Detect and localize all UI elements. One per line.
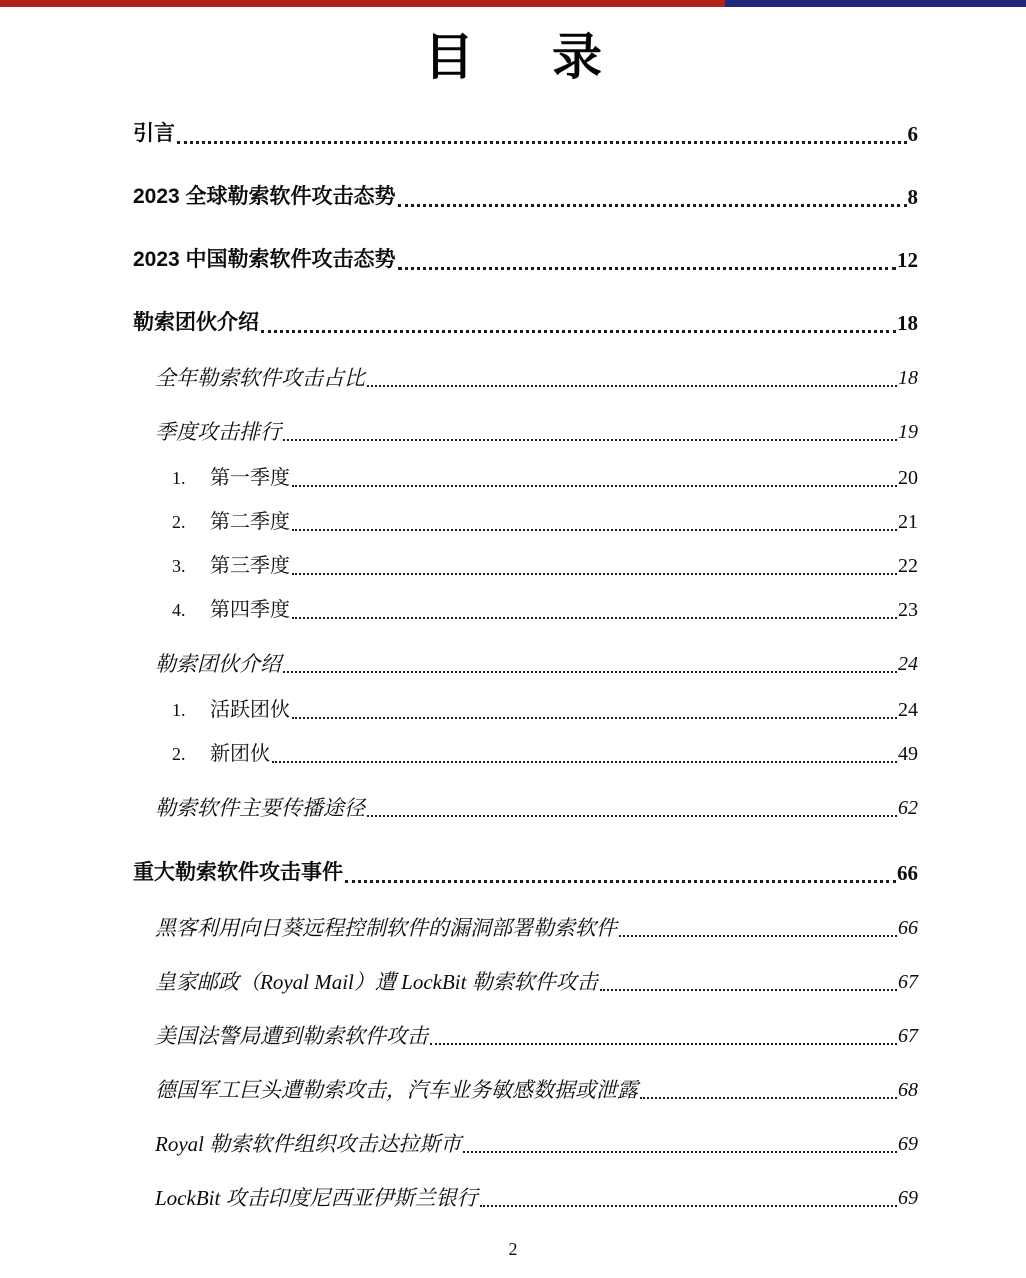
toc-entry[interactable]: [172, 696, 918, 724]
top-accent-bar: [0, 0, 1026, 7]
toc-entry[interactable]: [155, 418, 918, 446]
toc-entry-label: 黑客利用向日葵远程控制软件的漏洞部署勒索软件: [155, 916, 617, 940]
toc-entry-page: 24: [898, 653, 918, 675]
top-accent-bar-red-segment: [0, 0, 725, 7]
toc-entry[interactable]: [172, 596, 918, 624]
toc-entry[interactable]: [155, 1130, 918, 1158]
toc-entry[interactable]: [172, 508, 918, 536]
toc-leader-dots: [261, 330, 896, 333]
toc-entry-label: 皇家邮政（Royal Mail）遭 LockBit 勒索软件攻击: [155, 970, 598, 994]
toc-leader-dots: [292, 617, 897, 619]
toc-entry[interactable]: [155, 364, 918, 392]
top-accent-bar-blue-segment: [725, 0, 1026, 7]
toc-entry-page: 67: [898, 971, 918, 993]
toc-entry[interactable]: [155, 1076, 918, 1104]
toc-entry[interactable]: [155, 1022, 918, 1050]
toc-entry-label: 美国法警局遭到勒索软件攻击: [155, 1024, 428, 1048]
toc-entry-page: 12: [897, 248, 918, 272]
toc-leader-dots: [367, 815, 897, 817]
toc-entry-label: 勒索软件主要传播途径: [155, 796, 365, 820]
toc-entry-page: 19: [898, 421, 918, 443]
toc-entry-number: 1.: [172, 468, 186, 488]
toc-entry-page: 69: [898, 1133, 918, 1155]
toc-entry-label: 2023 中国勒索软件攻击态势: [133, 248, 396, 271]
toc-entry-label: Royal 勒索软件组织攻击达拉斯市: [155, 1132, 462, 1156]
toc-entry[interactable]: [155, 914, 918, 942]
toc-leader-dots: [292, 485, 897, 487]
toc-entry-number: 4.: [172, 600, 186, 620]
toc-entry-page: 6: [907, 122, 918, 146]
toc-entry-label: 活跃团伙: [210, 699, 290, 721]
toc-entry-number: 2.: [172, 512, 186, 532]
toc-entry[interactable]: [172, 740, 918, 768]
toc-entry-number: 1.: [172, 700, 186, 720]
toc-entry[interactable]: [155, 1184, 918, 1212]
toc-leader-dots: [367, 385, 897, 387]
toc-entry-label: 重大勒索软件攻击事件: [133, 861, 343, 884]
toc-entry-page: 22: [898, 555, 918, 577]
toc-entry-page: 62: [898, 797, 918, 819]
page-number: 2: [508, 1239, 518, 1259]
toc-leader-dots: [272, 761, 897, 763]
toc-entry-number: 3.: [172, 556, 186, 576]
toc-leader-dots: [345, 880, 896, 883]
toc-leader-dots: [619, 935, 897, 937]
toc-entry-label: 2023 全球勒索软件攻击态势: [133, 185, 396, 208]
toc-entry[interactable]: [172, 552, 918, 580]
toc-leader-dots: [292, 717, 897, 719]
toc-entry-page: 18: [898, 367, 918, 389]
toc-entry-label: 第二季度: [210, 511, 290, 533]
toc-entry[interactable]: [172, 464, 918, 492]
toc-leader-dots: [600, 989, 897, 991]
toc-entry[interactable]: [133, 859, 918, 887]
toc-entry[interactable]: [133, 183, 918, 211]
toc-entry-label: 第四季度: [210, 599, 290, 621]
toc-entry[interactable]: [133, 246, 918, 274]
toc-leader-dots: [177, 141, 907, 144]
toc-entry-page: 66: [897, 861, 918, 885]
toc-leader-dots: [398, 267, 896, 270]
toc-entry[interactable]: [133, 309, 918, 337]
toc-entry-label: LockBit 攻击印度尼西亚伊斯兰银行: [155, 1186, 478, 1210]
toc-entry-label: 季度攻击排行: [155, 420, 281, 444]
toc-entry-page: 21: [898, 511, 918, 533]
toc-leader-dots: [283, 671, 897, 673]
toc-entry[interactable]: [155, 650, 918, 678]
toc-entry-page: 18: [897, 311, 918, 335]
toc-entry[interactable]: [155, 968, 918, 996]
toc-entry-page: 67: [898, 1025, 918, 1047]
toc-entry-label: 勒索团伙介绍: [133, 311, 259, 334]
toc-entry-page: 24: [898, 699, 918, 721]
toc-leader-dots: [398, 204, 907, 207]
toc-entry-label: 全年勒索软件攻击占比: [155, 366, 365, 390]
page-title: 目 录: [424, 29, 602, 85]
toc-entry-number: 2.: [172, 744, 186, 764]
toc-entry-label: 引言: [133, 122, 175, 145]
toc-leader-dots: [640, 1097, 897, 1099]
toc-entry-label: 勒索团伙介绍: [155, 652, 281, 676]
toc-entry-page: 23: [898, 599, 918, 621]
toc-entry-label: 新团伙: [210, 743, 270, 765]
toc-entry-label: 第一季度: [210, 467, 290, 489]
toc-entry[interactable]: [155, 794, 918, 822]
toc-leader-dots: [463, 1151, 897, 1153]
toc-entry-page: 49: [898, 743, 918, 765]
toc-entry-page: 69: [898, 1187, 918, 1209]
toc-entry-page: 8: [907, 185, 918, 209]
toc-entry-page: 68: [898, 1079, 918, 1101]
toc-entry[interactable]: [133, 120, 918, 148]
toc-entry-page: 20: [898, 467, 918, 489]
toc-leader-dots: [292, 573, 897, 575]
toc-leader-dots: [480, 1205, 897, 1207]
toc-entry-label: 德国军工巨头遭勒索攻击，汽车业务敏感数据或泄露: [155, 1078, 638, 1102]
toc-leader-dots: [292, 529, 897, 531]
toc-list: [0, 86, 1026, 1212]
toc-leader-dots: [430, 1043, 897, 1045]
toc-entry-page: 66: [898, 917, 918, 939]
toc-entry-label: 第三季度: [210, 555, 290, 577]
toc-leader-dots: [283, 439, 897, 441]
